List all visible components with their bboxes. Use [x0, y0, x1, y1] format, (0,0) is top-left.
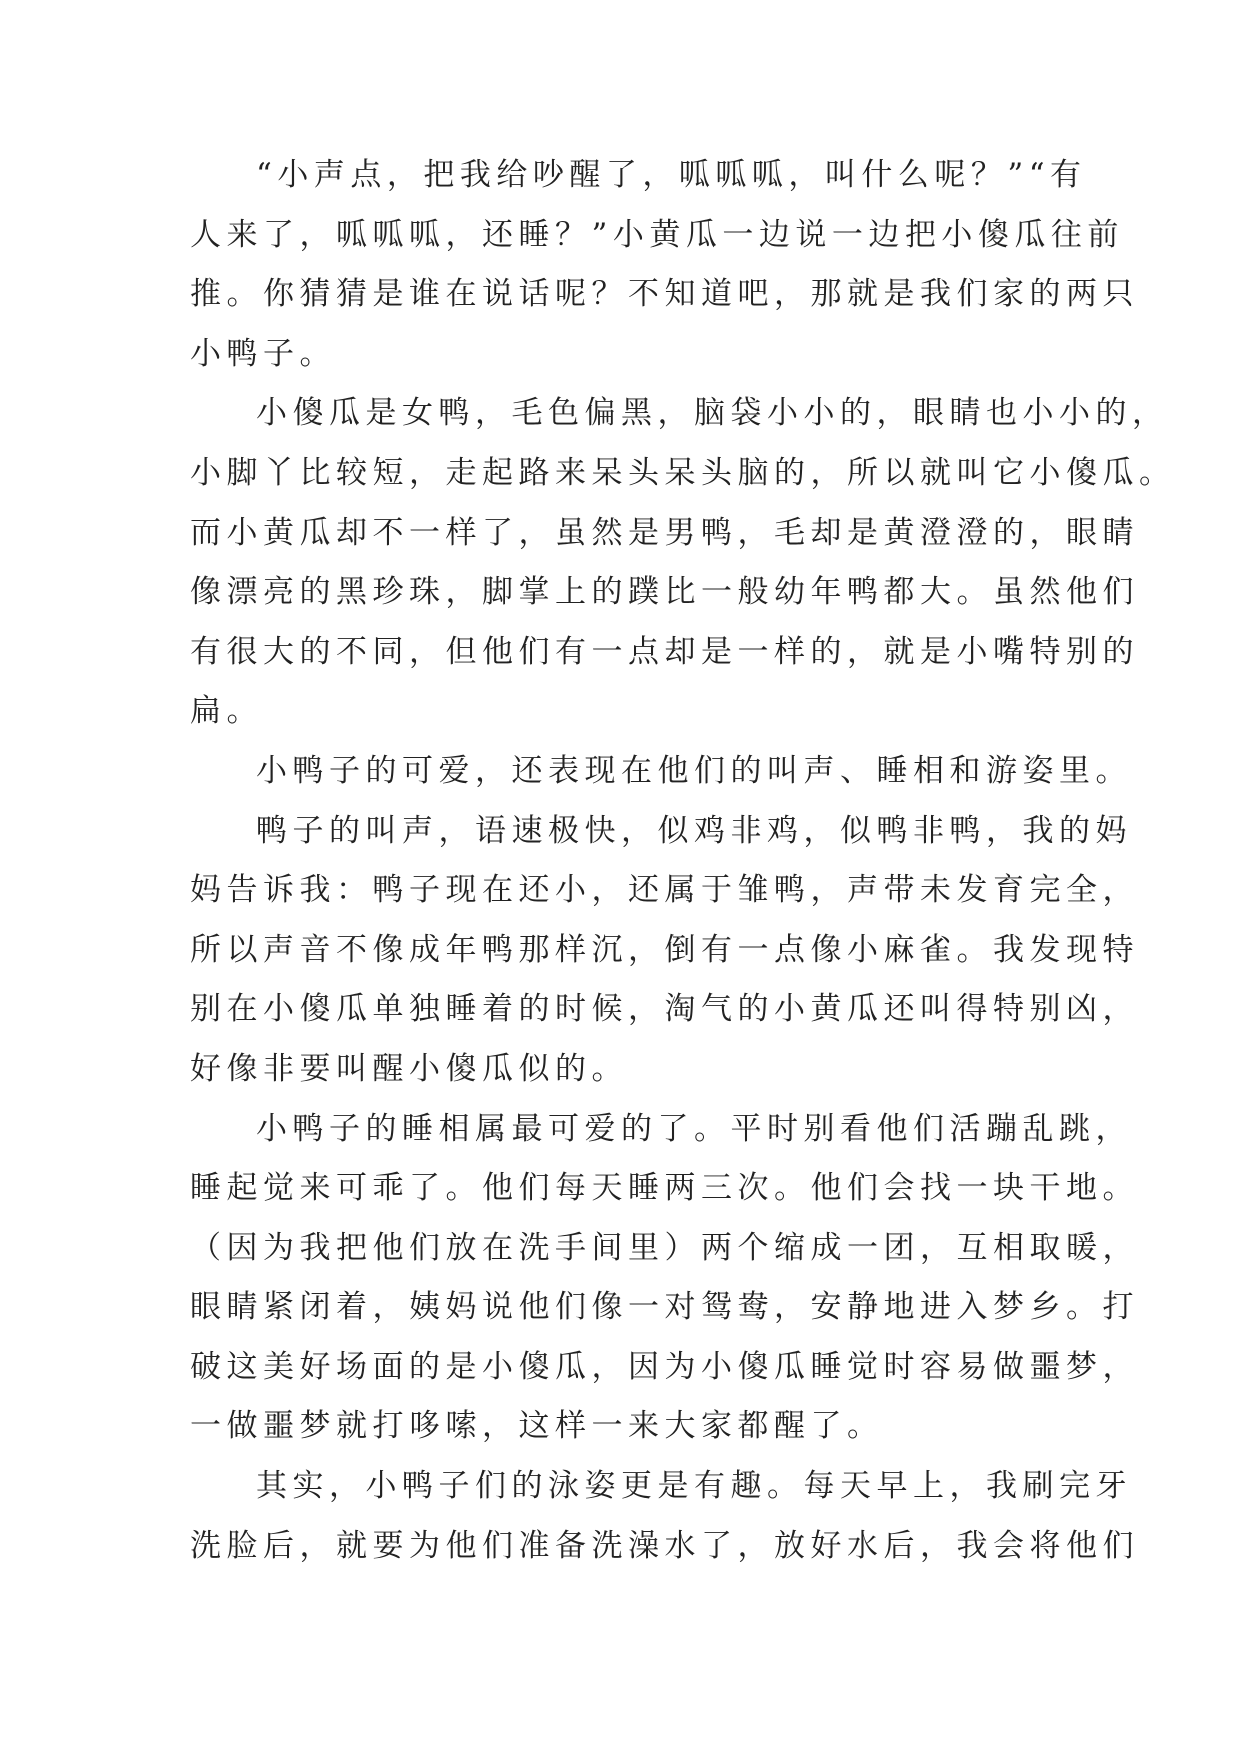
text-line: 有很大的不同，但他们有一点却是一样的，就是小嘴特别的	[190, 633, 1139, 670]
document-body	[190, 146, 1176, 1576]
text-line: 像漂亮的黑珍珠，脚掌上的蹼比一般幼年鸭都大。虽然他们	[190, 574, 1139, 611]
text-line: 小鸭子的可爱，还表现在他们的叫声、睡相和游姿里。	[256, 752, 1132, 789]
text-line: 好像非要叫醒小傻瓜似的。	[190, 1050, 628, 1087]
text-line: “小声点，把我给吵醒了，呱呱呱，叫什么呢？”“有	[256, 157, 1087, 193]
text-line: 人来了，呱呱呱，还睡？”小黄瓜一边说一边把小傻瓜往前	[190, 216, 1124, 253]
text-line: 而小黄瓜却不一样了，虽然是男鸭，毛却是黄澄澄的，眼睛	[190, 514, 1139, 551]
text-line: 推。你猜猜是谁在说话呢？不知道吧，那就是我们家的两只	[190, 276, 1139, 313]
text-line: 睡起觉来可乖了。他们每天睡两三次。他们会找一块干地。	[190, 1170, 1139, 1207]
text-line: 洗脸后，就要为他们准备洗澡水了，放好水后，我会将他们	[190, 1527, 1139, 1564]
text-line: 扁。	[190, 693, 263, 730]
text-line: （因为我把他们放在洗手间里）两个缩成一团，互相取暖，	[190, 1229, 1139, 1266]
text-line: 所以声音不像成年鸭那样沉，倒有一点像小麻雀。我发现特	[190, 931, 1139, 968]
text-line: 小脚丫比较短，走起路来呆头呆头脑的，所以就叫它小傻瓜。	[190, 454, 1176, 491]
text-line: 小鸭子。	[190, 335, 336, 372]
text-line: 小鸭子的睡相属最可爱的了。平时别看他们活蹦乱跳，	[256, 1110, 1132, 1147]
text-line: 眼睛紧闭着，姨妈说他们像一对鸳鸯，安静地进入梦乡。打	[190, 1289, 1139, 1326]
text-line: 其实，小鸭子们的泳姿更是有趣。每天早上，我刷完牙	[256, 1468, 1132, 1505]
text-line: 妈告诉我：鸭子现在还小，还属于雏鸭，声带未发育完全，	[190, 872, 1139, 909]
text-line: 鸭子的叫声，语速极快，似鸡非鸡，似鸭非鸭，我的妈	[256, 812, 1132, 849]
text-line: 小傻瓜是女鸭，毛色偏黑，脑袋小小的，眼睛也小小的，	[256, 395, 1169, 432]
text-line: 破这美好场面的是小傻瓜，因为小傻瓜睡觉时容易做噩梦，	[190, 1348, 1139, 1385]
text-line: 别在小傻瓜单独睡着的时候，淘气的小黄瓜还叫得特别凶，	[190, 991, 1139, 1028]
text-line: 一做噩梦就打哆嗦，这样一来大家都醒了。	[190, 1408, 884, 1445]
